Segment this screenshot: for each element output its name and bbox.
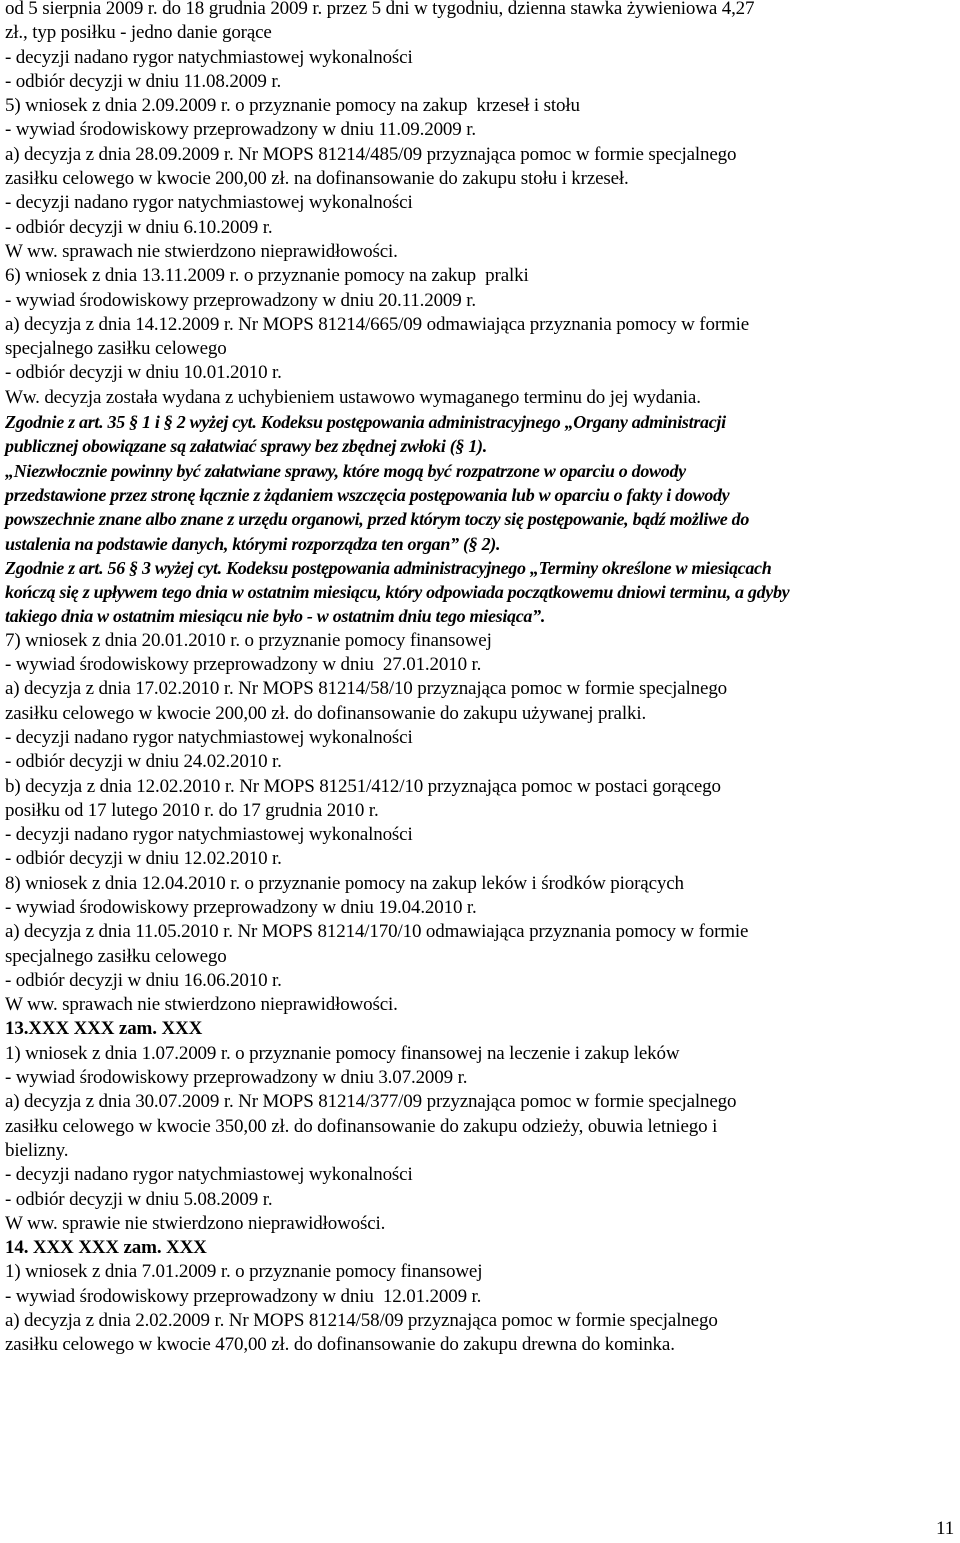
legal-citation-line: przedstawione przez stronę łącznie z żądaniem wszczęcia postępowania lub w oparciu o fakty i dowody: [5, 484, 730, 505]
text-line: 8) wniosek z dnia 12.04.2010 r. o przyznanie pomocy na zakup leków i środków piorących: [5, 872, 684, 894]
text-line: zasiłku celowego w kwocie 470,00 zł. do dofinansowanie do zakupu drewna do kominka.: [5, 1334, 675, 1356]
text-line: - odbiór decyzji w dniu 10.01.2010 r.: [5, 362, 282, 384]
section-heading: 14. XXX XXX zam. XXX: [5, 1237, 207, 1259]
text-line: - decyzji nadano rygor natychmiastowej wykonalności: [5, 824, 413, 846]
text-line: - odbiór decyzji w dniu 11.08.2009 r.: [5, 70, 282, 92]
text-line: W ww. sprawie nie stwierdzono nieprawidłowości.: [5, 1212, 386, 1234]
text-line: od 5 sierpnia 2009 r. do 18 grudnia 2009 r. przez 5 dni w tygodniu, dzienna stawka żywieniowa 4,27: [5, 0, 755, 19]
text-line: - odbiór decyzji w dniu 16.06.2010 r.: [5, 969, 282, 991]
text-line: bielizny.: [5, 1139, 69, 1161]
legal-citation-line: Zgodnie z art. 35 § 1 i § 2 wyżej cyt. Kodeksu postępowania administracyjnego „Organy administracji: [5, 412, 726, 433]
text-line: - odbiór decyzji w dniu 12.02.2010 r.: [5, 848, 282, 870]
text-line: a) decyzja z dnia 14.12.2009 r. Nr MOPS 81214/665/09 odmawiająca przyznania pomocy w formie: [5, 313, 750, 335]
text-line: - wywiad środowiskowy przeprowadzony w dniu 11.09.2009 r.: [5, 119, 476, 141]
text-line: - wywiad środowiskowy przeprowadzony w dniu 12.01.2009 r.: [5, 1285, 482, 1307]
text-line: - odbiór decyzji w dniu 5.08.2009 r.: [5, 1188, 273, 1210]
text-line: - wywiad środowiskowy przeprowadzony w dniu 27.01.2010 r.: [5, 654, 482, 676]
text-line: - wywiad środowiskowy przeprowadzony w dniu 3.07.2009 r.: [5, 1067, 468, 1089]
text-line: - decyzji nadano rygor natychmiastowej wykonalności: [5, 1164, 413, 1186]
text-line: - wywiad środowiskowy przeprowadzony w dniu 20.11.2009 r.: [5, 289, 476, 311]
text-line: - wywiad środowiskowy przeprowadzony w dniu 19.04.2010 r.: [5, 896, 477, 918]
text-line: 1) wniosek z dnia 1.07.2009 r. o przyznanie pomocy finansowej na leczenie i zakup leków: [5, 1042, 680, 1064]
text-line: a) decyzja z dnia 11.05.2010 r. Nr MOPS 81214/170/10 odmawiająca przyznania pomocy w formie: [5, 921, 749, 943]
legal-citation-line: „Niezwłocznie powinny być załatwiane sprawy, które mogą być rozpatrzone w oparciu o dowody: [5, 460, 686, 481]
text-line: a) decyzja z dnia 17.02.2010 r. Nr MOPS 81214/58/10 przyznająca pomoc w formie specjalnego: [5, 678, 728, 700]
text-line: a) decyzja z dnia 28.09.2009 r. Nr MOPS 81214/485/09 przyznająca pomoc w formie specjalnego: [5, 143, 737, 165]
text-line: W ww. sprawach nie stwierdzono nieprawidłowości.: [5, 994, 398, 1016]
legal-citation-line: powszechnie znane albo znane z urzędu organowi, przed którym toczy się postępowanie, bądź możliwe do: [5, 509, 750, 530]
text-line: zasiłku celowego w kwocie 350,00 zł. do dofinansowanie do zakupu odzieży, obuwia letniego i: [5, 1115, 718, 1137]
text-line: - odbiór decyzji w dniu 24.02.2010 r.: [5, 751, 282, 773]
text-line: b) decyzja z dnia 12.02.2010 r. Nr MOPS 81251/412/10 przyznająca pomoc w postaci gorącego: [5, 775, 721, 797]
text-line: zł., typ posiłku - jedno danie gorące: [5, 22, 272, 44]
text-line: 1) wniosek z dnia 7.01.2009 r. o przyznanie pomocy finansowej: [5, 1261, 483, 1283]
legal-citation-line: publicznej obowiązane są załatwiać sprawy bez zbędnej zwłoki (§ 1).: [5, 436, 487, 457]
text-line: zasiłku celowego w kwocie 200,00 zł. do dofinansowanie do zakupu używanej pralki.: [5, 702, 647, 724]
legal-citation-line: kończą się z upływem tego dnia w ostatnim miesiącu, który odpowiada początkowemu dniowi terminu, a gdyby: [5, 582, 790, 603]
text-line: - decyzji nadano rygor natychmiastowej wykonalności: [5, 46, 413, 68]
text-line: W ww. sprawach nie stwierdzono nieprawidłowości.: [5, 240, 398, 262]
section-heading: 13.XXX XXX zam. XXX: [5, 1018, 203, 1040]
text-line: 6) wniosek z dnia 13.11.2009 r. o przyznanie pomocy na zakup pralki: [5, 265, 529, 287]
text-line: 7) wniosek z dnia 20.01.2010 r. o przyznanie pomocy finansowej: [5, 629, 492, 651]
text-line: - odbiór decyzji w dniu 6.10.2009 r.: [5, 216, 273, 238]
text-line: a) decyzja z dnia 2.02.2009 r. Nr MOPS 81214/58/09 przyznająca pomoc w formie specjalnego: [5, 1310, 718, 1332]
text-line: a) decyzja z dnia 30.07.2009 r. Nr MOPS 81214/377/09 przyznająca pomoc w formie specjalnego: [5, 1091, 737, 1113]
legal-citation-line: takiego dnia w ostatnim miesiącu nie było - w ostatnim dniu tego miesiąca”.: [5, 606, 546, 627]
text-line: 5) wniosek z dnia 2.09.2009 r. o przyznanie pomocy na zakup krzeseł i stołu: [5, 95, 580, 117]
text-line: specjalnego zasiłku celowego: [5, 945, 227, 967]
legal-citation-line: Zgodnie z art. 56 § 3 wyżej cyt. Kodeksu postępowania administracyjnego „Terminy określone w miesiącach: [5, 557, 772, 578]
text-line: Ww. decyzja została wydana z uchybieniem ustawowo wymaganego terminu do jej wydania.: [5, 386, 701, 408]
text-line: specjalnego zasiłku celowego: [5, 338, 227, 360]
legal-citation-line: ustalenia na podstawie danych, którymi rozporządza ten organ” (§ 2).: [5, 533, 501, 554]
text-line: - decyzji nadano rygor natychmiastowej wykonalności: [5, 192, 413, 214]
page-number: 11: [936, 1518, 955, 1539]
document-body: [5, 0, 960, 1358]
text-line: - decyzji nadano rygor natychmiastowej wykonalności: [5, 726, 413, 748]
text-line: posiłku od 17 lutego 2010 r. do 17 grudnia 2010 r.: [5, 799, 379, 821]
text-line: zasiłku celowego w kwocie 200,00 zł. na dofinansowanie do zakupu stołu i krzeseł.: [5, 168, 629, 190]
